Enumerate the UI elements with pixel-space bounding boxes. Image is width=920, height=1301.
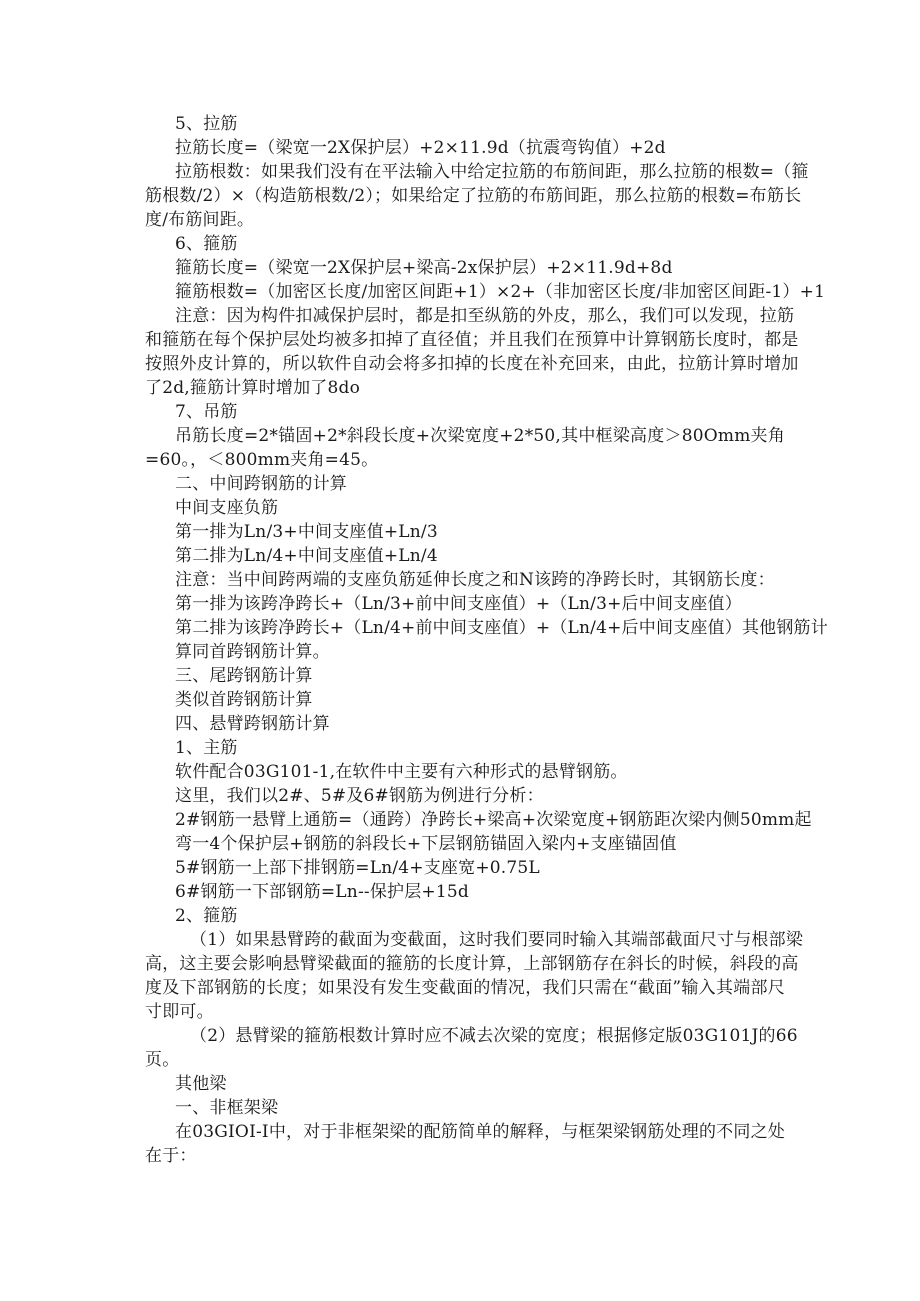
heading-other-beams: 其他梁 [175, 1074, 227, 1094]
text-line: 按照外皮计算的，所以软件自动会将多扣掉的长度在补充回来，由此，拉筋计算时增加 [145, 354, 799, 374]
text-line: =60。，＜800mm夹角=45。 [145, 450, 379, 470]
text-line: 拉筋根数：如果我们没有在平法输入中给定拉筋的布筋间距，那么拉筋的根数=（箍 [175, 162, 809, 182]
text-line: 寸即可。 [145, 1002, 214, 1022]
heading-stirrup-2: 2、箍筋 [175, 906, 238, 926]
text-line: 第一排为该跨净跨长+（Ln/3+前中间支座值）+（Ln/3+后中间支座值） [175, 594, 742, 614]
text-line: 高，这主要会影响悬臂梁截面的箍筋的长度计算，上部钢筋存在斜长的时候，斜段的高 [145, 954, 799, 974]
text-line: 算同首跨钢筋计算。 [175, 642, 330, 662]
heading-hanger-bar: 7、吊筋 [175, 402, 238, 422]
text-line: 页。 [145, 1050, 180, 1070]
text-line: （1）如果悬臂跨的截面为变截面，这时我们要同时输入其端部截面尺寸与根部梁 [190, 930, 804, 950]
heading-tie-bar: 5、拉筋 [175, 114, 238, 134]
text-line: 这里，我们以2#、5#及6#钢筋为例进行分析： [175, 786, 544, 806]
heading-end-span: 三、尾跨钢筋计算 [175, 666, 313, 686]
text-line: 和箍筋在每个保护层处均被多扣掉了直径值；并且我们在预算中计算钢筋长度时，都是 [145, 330, 799, 350]
text-line: 拉筋长度=（梁宽一2X保护层）+2×11.9d（抗震弯钩值）+2d [175, 138, 666, 158]
text-line: 类似首跨钢筋计算 [175, 690, 313, 710]
text-line: 在于： [145, 1146, 197, 1166]
text-line: 度/布筋间距。 [145, 210, 255, 230]
heading-cantilever-span: 四、悬臂跨钢筋计算 [175, 714, 330, 734]
text-line: 筋根数/2）×（构造筋根数/2）；如果给定了拉筋的布筋间距，那么拉筋的根数=布筋长 [145, 186, 802, 206]
heading-middle-span: 二、中间跨钢筋的计算 [175, 474, 347, 494]
text-line: 软件配合03G101-1,在软件中主要有六种形式的悬臂钢筋。 [175, 762, 628, 782]
text-line: 在03GIOI-I中，对于非框架梁的配筋简单的解释，与框架梁钢筋处理的不同之处 [175, 1122, 785, 1142]
text-line: 弯一4个保护层+钢筋的斜段长+下层钢筋锚固入梁内+支座锚固值 [175, 834, 677, 854]
text-line: （2）悬臂梁的箍筋根数计算时应不减去次梁的宽度；根据修定版03G101J的66 [190, 1026, 798, 1046]
text-line: 中间支座负筋 [175, 498, 279, 518]
text-line: 第二排为Ln/4+中间支座值+Ln/4 [175, 546, 438, 566]
text-line: 2#钢筋一悬臂上通筋=（通跨）净跨长+梁高+次梁宽度+钢筋距次梁内侧50mm起 [175, 810, 812, 830]
heading-main-bar: 1、主筋 [175, 738, 238, 758]
text-line: 5#钢筋一上部下排钢筋=Ln/4+支座宽+0.75L [175, 858, 540, 878]
heading-non-frame-beam: 一、非框架梁 [175, 1098, 279, 1118]
text-line: 第一排为Ln/3+中间支座值+Ln/3 [175, 522, 438, 542]
text-line: 箍筋长度=（梁宽一2X保护层+梁高-2x保护层）+2×11.9d+8d [175, 258, 673, 278]
heading-stirrup: 6、箍筋 [175, 234, 238, 254]
text-line: 注意：因为构件扣减保护层时，都是扣至纵筋的外皮，那么，我们可以发现，拉筋 [175, 306, 795, 326]
text-line: 度及下部钢筋的长度；如果没有发生变截面的情况，我们只需在“截面”输入其端部尺 [145, 978, 785, 998]
text-line: 箍筋根数=（加密区长度/加密区间距+1）×2+（非加密区长度/非加密区间距-1）+1 [175, 282, 826, 302]
text-line: 了2d,箍筋计算时增加了8do [145, 378, 361, 398]
text-line: 吊筋长度=2*锚固+2*斜段长度+次梁宽度+2*50,其中框梁高度＞80Omm夹角 [175, 426, 785, 446]
text-line: 注意：当中间跨两端的支座负筋延伸长度之和N该跨的净跨长时，其钢筋长度： [175, 570, 775, 590]
text-line: 第二排为该跨净跨长+（Ln/4+前中间支座值）+（Ln/4+后中间支座值）其他钢筋计 [175, 618, 828, 638]
text-line: 6#钢筋一下部钢筋=Ln--保护层+15d [175, 882, 469, 902]
